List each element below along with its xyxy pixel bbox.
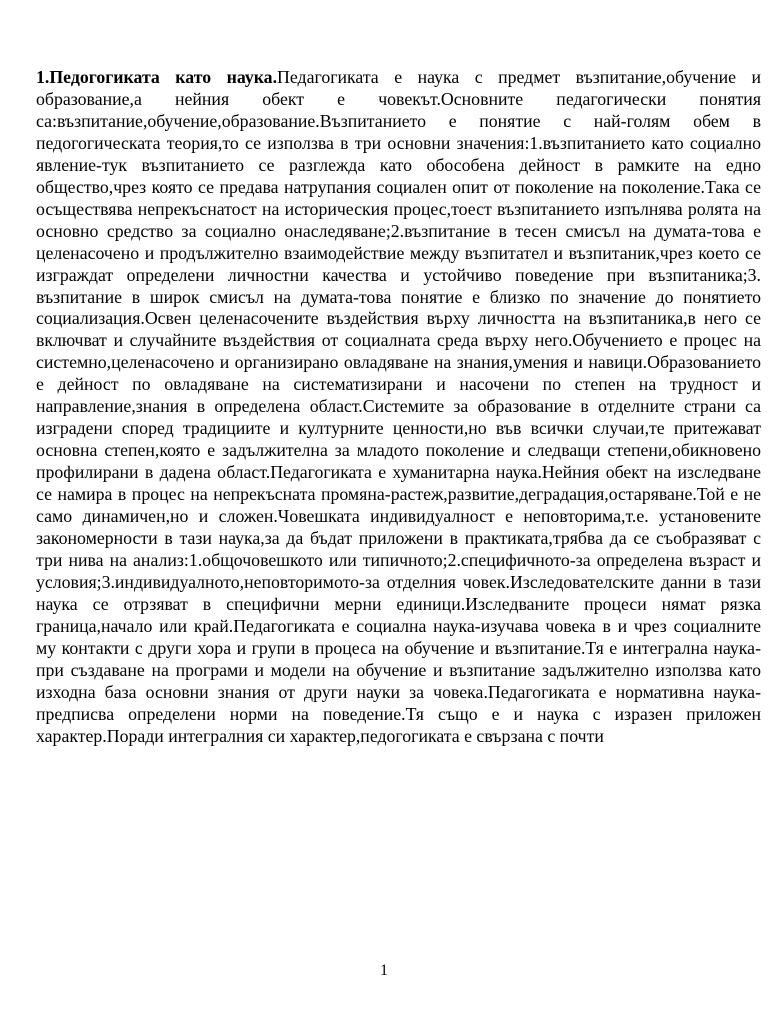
body-paragraph xyxy=(36,67,761,748)
page-number: 1 xyxy=(380,962,388,979)
section-heading: 1.Педогогиката като наука. xyxy=(36,67,278,87)
paragraph-text: Педагогиката е наука с предмет възпитание,обучение и образование,а нейния обект е човекът.Основните педагогически понятия са:възпитание,обучение,образование.Възпитанието е понятие с най-голям обем в педогогическата теория,то се използва в три основни значения:1.възпитанието като социално явление-тук възпитанието се разглежда като обособена дейност в рамките на едно общество,чрез която се предава натрупания социален опит от поколение на поколение.Така се осъществява непрекъснатост на историческия процес,тоест възпитанието изпълнява ролята на основно средство за социално онаследяване;2.възпитание в тесен смисъл на думата-това е целенасочено и продължително взаимодействие между възпитател и възпитаник,чрез което се изграждат определени личностни качества и устойчиво поведение при възпитаника;3. възпитание в широк смисъл на думата-това понятие е близко по значение до понятието социализация.Освен целенасочените въздействия върху личността на възпитаника,в него се включват и случайните въздействия от социалната среда върху него.Обучението е процес на системно,целенасочено и организирано овладяване на знания,умения и навици.Образованието е дейност по овладяване на систематизирани и насочени по степен на трудност и направление,знания в определена област.Системите за образование в отделните страни са изградени според традициите и културните ценности,но във всички случаи,те притежават основна степен,която е задължителна за младото поколение и следващи степени,обикновено профилирани в дадена област.Педагогиката е хуманитарна наука.Нейния обект на изследване се намира в процес на непрекъсната промяна-растеж,развитие,деградация,остаряване.Той е не само динамичен,но и сложен.Човешката индивидуалност е неповторима,т.е. установените закономерности в тази наука,за да бъдат приложени в практиката,трябва да се съобразяват с три нива на анализ:1.общочовешкото или типичното;2.специфичното-за определена възраст и условия;3.индивидуалното,неповторимото-за отделния човек.Изследователските данни в тази наука се отрзяват в специфични мерни единици.Изследваните процеси нямат рязка граница,начало или край.Педагогиката е социална наука-изучава човека в и чрез социалните му контакти с други хора и групи в процеса на обучение и възпитание.Тя е интегрална наука-при създаване на програми и модели на обучение и възпитание задължително използва като изходна база основни знания от други науки за човека.Педагогиката е нормативна наука-предписва определени норми на поведение.Тя също е и наука с изразен приложен характер.Поради интегралния си характер,педогогиката е свързана с почти xyxy=(36,67,762,746)
